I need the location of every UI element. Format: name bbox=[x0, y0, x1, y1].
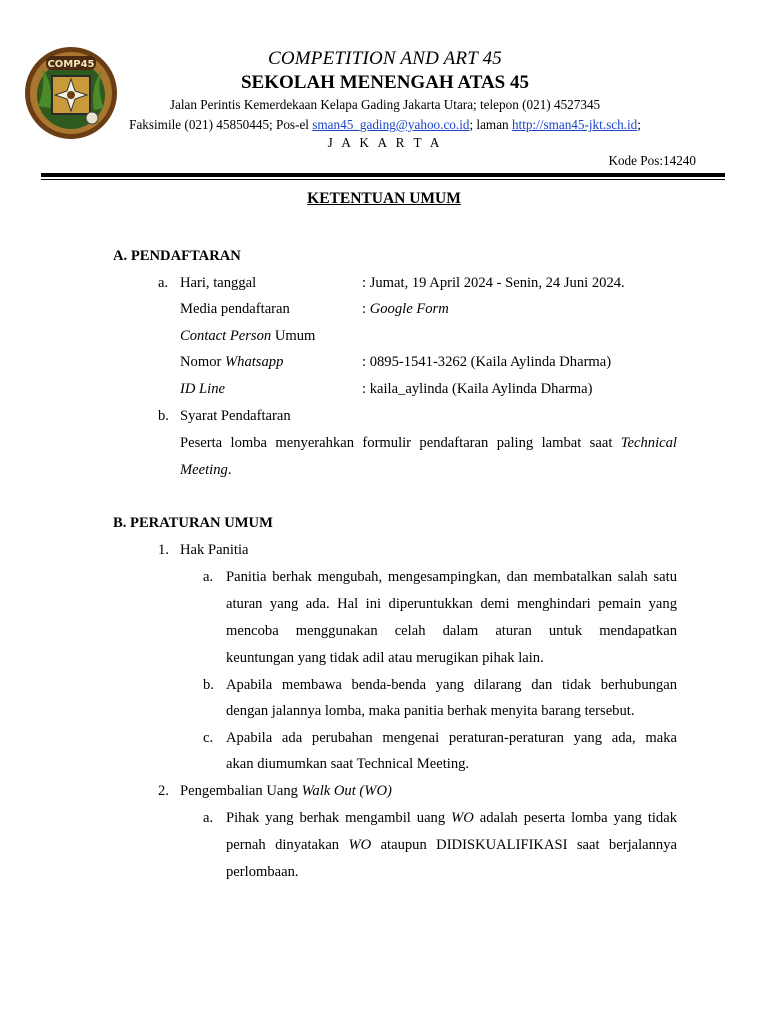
row-line-value: : kaila_aylinda (Kaila Aylinda Dharma) bbox=[362, 381, 593, 397]
svg-text:COMP45: COMP45 bbox=[47, 59, 95, 70]
item-b-text-line2 bbox=[180, 461, 231, 479]
school-address: Jalan Perintis Kemerdekaan Kelapa Gading Jakarta Utara; telepon (021) 4527345 bbox=[169, 97, 601, 112]
section-a-heading: A. PENDAFTARAN bbox=[113, 248, 241, 264]
section-b-heading: B. PERATURAN UMUM bbox=[113, 515, 273, 531]
media-value-italic: Google Form bbox=[369, 301, 449, 317]
cp-rest: Umum bbox=[271, 328, 316, 344]
b-text: Peserta lomba menyerahkan formulir pendaftaran paling lambat saat bbox=[180, 435, 613, 451]
semicolon: ; bbox=[637, 117, 641, 132]
sub-a-line1: Panitia berhak mengubah, mengesampingkan, dan membatalkan salah satu bbox=[226, 569, 677, 585]
row-date-value: : Jumat, 19 April 2024 - Senin, 24 Juni 2024. bbox=[362, 275, 625, 291]
wo-l2-post: ataupun DIDISKUALIFIKASI saat berjalannya bbox=[371, 837, 678, 853]
item2-prefix: Pengembalian Uang bbox=[180, 783, 302, 799]
postal-code: Kode Pos:14240 bbox=[608, 153, 696, 168]
sub-a-marker: a. bbox=[203, 569, 214, 585]
sub-a-line2: aturan yang ada. Hal ini diperuntukkan demi menghindari pemain yang bbox=[226, 596, 677, 612]
line-italic: ID Line bbox=[180, 381, 225, 397]
row-media-value bbox=[362, 300, 449, 318]
colon: : bbox=[362, 301, 370, 317]
sub-c-line1: Apabila ada perubahan mengenai peraturan-peraturan yang ada, maka bbox=[226, 730, 677, 746]
wa-prefix: Nomor bbox=[180, 354, 225, 370]
sub-c-line2: akan diumumkan saat Technical Meeting. bbox=[226, 756, 470, 772]
row-wa-label bbox=[180, 353, 283, 371]
wo-l1-pre: Pihak yang berhak mengambil uang bbox=[226, 810, 452, 826]
period: . bbox=[227, 462, 232, 478]
sub-a-line4: keuntungan yang tidak adil atau merugikan pihak lain. bbox=[226, 650, 544, 666]
sub-b-line2: dengan jalannya lomba, maka panitia berhak menyita barang tersebut. bbox=[226, 703, 635, 719]
row-wa-value: : 0895-1541-3262 (Kaila Aylinda Dharma) bbox=[362, 354, 612, 370]
wa-italic: Whatsapp bbox=[225, 354, 284, 370]
header-rule-thin bbox=[41, 179, 725, 180]
city: J A K A R T A bbox=[327, 135, 443, 150]
school-contact bbox=[40, 117, 730, 133]
sub-c-marker: c. bbox=[203, 730, 214, 746]
item2-marker: 2. bbox=[158, 783, 169, 799]
document-title: KETENTUAN UMUM bbox=[307, 190, 461, 207]
web-label: ; laman bbox=[469, 117, 512, 132]
item-b-text-line1 bbox=[180, 434, 677, 452]
website-link[interactable]: http://sman45-jkt.sch.id bbox=[511, 117, 638, 132]
wo-sub-a-marker: a. bbox=[203, 810, 214, 826]
wo-sub-a-line2 bbox=[226, 836, 677, 854]
wo-l2-pre: pernah dinyatakan bbox=[226, 837, 349, 853]
item2-italic: Walk Out (WO) bbox=[301, 783, 392, 799]
b-text-italic: Technical bbox=[620, 435, 677, 451]
item2-label bbox=[180, 782, 392, 800]
cp-italic: Contact Person bbox=[180, 328, 272, 344]
header-rule-thick bbox=[41, 173, 725, 177]
wo-sub-a-line1 bbox=[226, 809, 677, 827]
row-cp-label bbox=[180, 327, 315, 345]
fax-text: Faksimile (021) 45850445; Pos-el bbox=[129, 117, 313, 132]
sub-b-marker: b. bbox=[203, 677, 214, 693]
item-b-label: Syarat Pendaftaran bbox=[180, 408, 291, 424]
row-media-label: Media pendaftaran bbox=[180, 301, 290, 317]
wo-l2-it: WO bbox=[348, 837, 372, 853]
event-name: COMPETITION AND ART 45 bbox=[267, 48, 502, 69]
row-date-label: Hari, tanggal bbox=[180, 275, 257, 291]
school-name: SEKOLAH MENENGAH ATAS 45 bbox=[240, 72, 530, 93]
item-b-marker: b. bbox=[158, 408, 169, 424]
wo-l1-it: WO bbox=[451, 810, 474, 826]
wo-sub-a-line3: perlombaan. bbox=[226, 864, 299, 880]
item-a-marker: a. bbox=[158, 275, 169, 291]
item1-marker: 1. bbox=[158, 542, 169, 558]
b-text2-italic: Meeting bbox=[180, 462, 228, 478]
item1-label: Hak Panitia bbox=[180, 542, 249, 558]
sub-a-line3: mencoba menggunakan celah dalam aturan untuk mendapatkan bbox=[226, 623, 677, 639]
row-line-label bbox=[180, 380, 225, 398]
sub-b-line1: Apabila membawa benda-benda yang dilarang dan tidak berhubungan bbox=[226, 677, 677, 693]
wo-l1-post: adalah peserta lomba yang tidak bbox=[473, 810, 677, 826]
email-link[interactable]: sman45_gading@yahoo.co.id bbox=[312, 117, 470, 132]
